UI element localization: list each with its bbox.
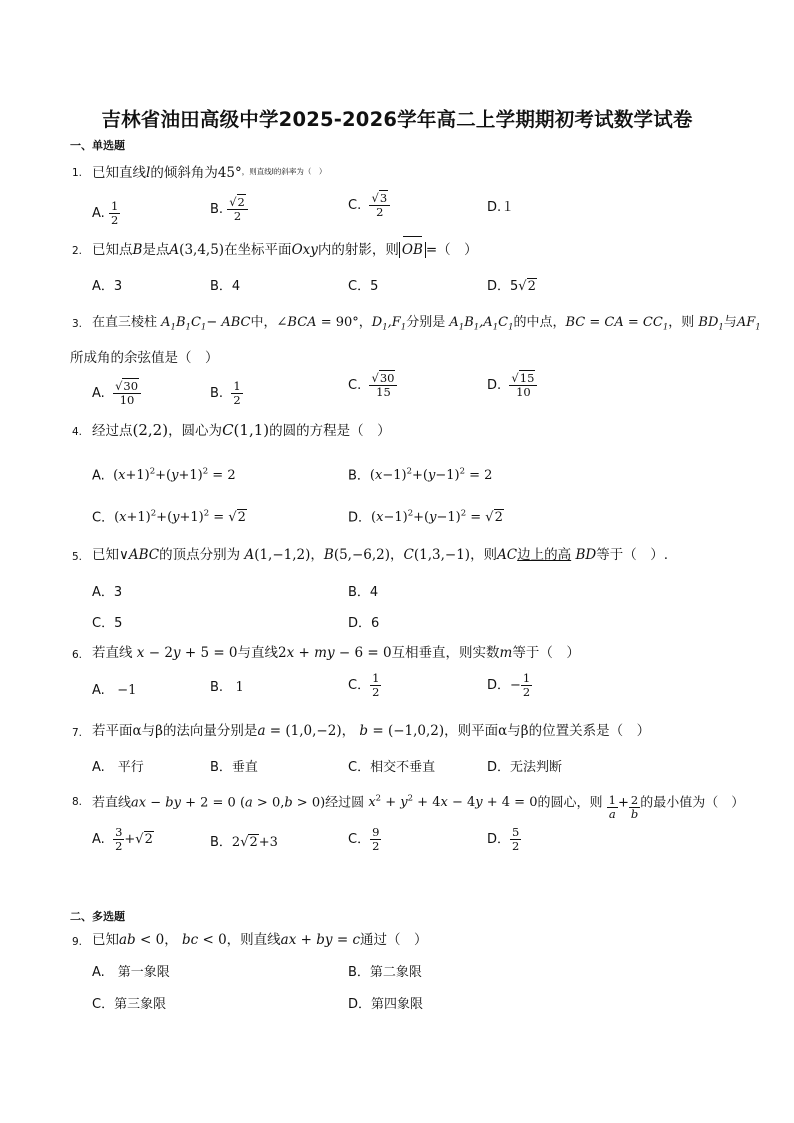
option-a[interactable]: A. 平行 [92,760,144,775]
option-b[interactable]: B．垂直 [210,760,258,775]
option-d[interactable]: D．6 [348,616,380,631]
question-6-stem: 若直线 x − 2y + 5 = 0与直线2x + my − 6 = 0互相垂直，则实数m等于（ ） [92,645,580,661]
option-d[interactable]: D．$(x-1)^2+(y-1)^2 = √2$ [348,509,503,526]
option-c[interactable]: C． $\frac{1}{2}$ [348,671,380,699]
question-number: 8. [72,796,83,808]
question-3-stem-line2: 所成角的余弦值是（ ） [70,350,219,366]
option-c[interactable]: C．$(x+1)^2+(y+1)^2 = √2$ [92,509,246,526]
question-4-stem: 经过点(2,2)，圆心为C(1,1)的圆的方程是（ ） [92,421,391,439]
option-b[interactable]: B．$(x-1)^2+(y-1)^2 = 2$ [348,467,493,484]
option-c[interactable]: C．相交不垂直 [348,760,436,775]
option-a[interactable]: A．3 [92,279,123,294]
option-b[interactable]: B. 1 [210,680,244,695]
option-a[interactable]: A. $\frac{1}{2}$ [92,199,119,227]
option-c[interactable]: C. $\frac{√3}{2}$ [348,192,390,219]
option-d[interactable]: D． $\frac{5}{2}$ [487,825,520,853]
question-5-stem: 已知∨ABC的顶点分别为 A(1,−1,2)，B(5,−6,2)，C(1,3,−1)，则AC边上的高 BD等于（ ）. [92,547,668,563]
option-d[interactable]: D.１ [487,200,515,215]
question-number: 2. [72,245,83,257]
question-3-stem: 在直三棱柱 $A_1B_1C_1-$ ABC中，∠BCA = 90°，$D_1,F_1$分别是 $A_1B_1,A_1C_1$的中点，BC = CA = $CC_1$，则 $BD_1$与$AF_1$ [92,315,761,333]
option-b[interactable]: B．第二象限 [348,965,422,980]
question-number: 7. [72,727,83,739]
question-number: 9. [72,936,83,948]
option-b[interactable]: B. $\frac{√2}{2}$ [210,196,248,223]
option-d[interactable]: D．无法判断 [487,760,563,775]
question-1-stem: 已知直线l的倾斜角为45°$^{,则直线l的斜率为( )}$ [92,165,327,181]
option-d[interactable]: D．5√2 [487,279,536,294]
question-number: 3. [72,318,83,330]
question-8-stem: 若直线ax − by + 2 = 0 (a > 0,b > 0)经过圆 $x^2 + y^2 + 4x - 4y + 4 = 0$的圆心，则 $\frac{1}{a}$ + $\frac{2}{b}$ 的最小值为（ ） [92,793,745,822]
option-d[interactable]: D．第四象限 [348,997,424,1012]
option-c[interactable]: C．5 [92,616,123,631]
option-b[interactable]: B．4 [210,279,241,294]
question-7-stem: 若平面α与β的法向量分别是a = (1,0,−2)， b = (−1,0,2)，则平面α与β的位置关系是（ ） [92,723,651,739]
option-a[interactable]: A. $\frac{3}{2}$ +√2 [92,825,153,853]
option-b[interactable]: B. $\frac{1}{2}$ [210,379,241,407]
option-a[interactable]: A．3 [92,585,123,600]
option-a[interactable]: A. −1 [92,683,137,698]
option-c[interactable]: C．第三象限 [92,997,167,1012]
question-2-stem: 已知点B是点A(3,4,5)在坐标平面Oxy内的射影，则 OB =（ ） [92,240,478,260]
section-heading-single-choice: 一、单选题 [70,139,125,152]
option-d[interactable]: D．− $\frac{1}{2}$ [487,671,531,699]
option-b[interactable]: B．2√2+3 [210,835,278,850]
option-c[interactable]: C. $\frac{√30}{15}$ [348,372,397,399]
option-b[interactable]: B．4 [348,585,379,600]
option-a[interactable]: A. $(x+1)^2+(y+1)^2 = 2$ [92,467,236,484]
question-number: 1. [72,167,83,179]
option-d[interactable]: D. $\frac{√15}{10}$ [487,372,537,399]
option-a[interactable]: A. $\frac{√30}{10}$ [92,380,141,407]
option-a[interactable]: A. 第一象限 [92,965,170,980]
section-heading-multiple-choice: 二、多选题 [70,910,125,923]
question-9-stem: 已知ab < 0， bc < 0，则直线ax + by = c通过（ ） [92,932,428,948]
question-number: 5. [72,551,83,563]
page-title: 吉林省油田高级中学2025-2026学年高二上学期期初考试数学试卷 [101,108,693,131]
question-number: 6. [72,649,83,661]
question-number: 4. [72,426,83,438]
option-c[interactable]: C．5 [348,279,379,294]
option-c[interactable]: C． $\frac{9}{2}$ [348,825,380,853]
